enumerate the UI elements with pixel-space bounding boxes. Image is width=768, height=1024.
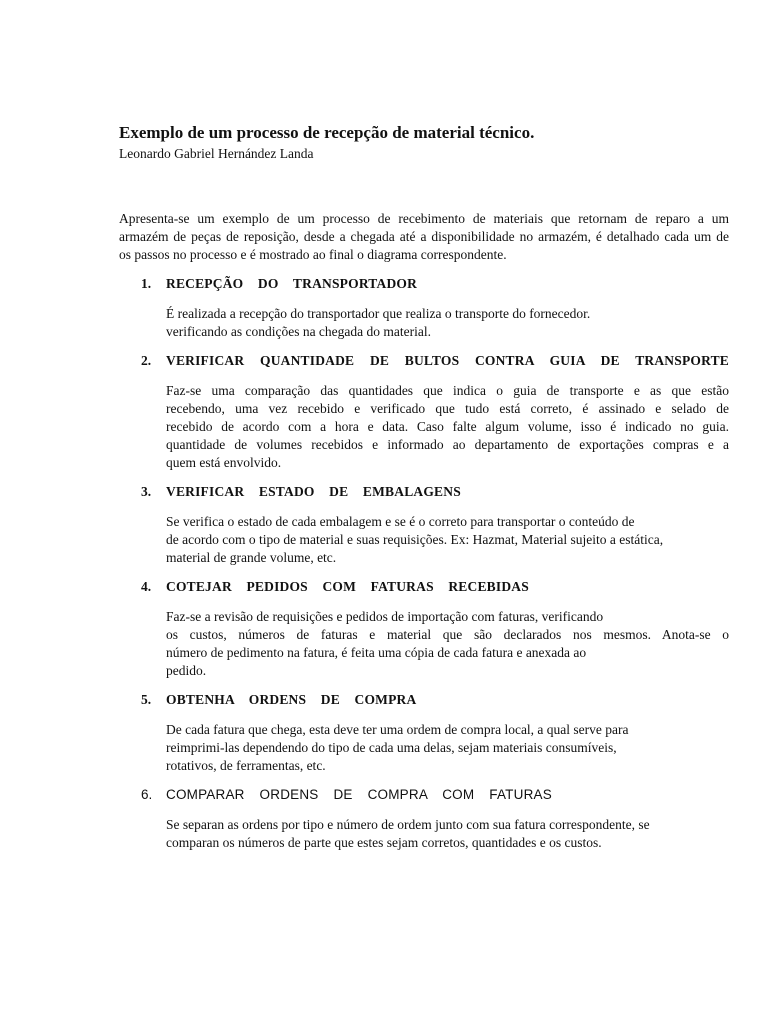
section-heading-text: RECEPÇÃO DO TRANSPORTADOR — [166, 276, 418, 291]
section-line: verificando as condições na chegada do material. — [166, 324, 432, 339]
section-3 — [119, 483, 729, 567]
section-heading-text: COMPARAR ORDENS DE COMPRA COM FATURAS — [166, 787, 552, 802]
section-heading — [119, 786, 729, 804]
intro-line: os passos no processo e é mostrado ao final o diagrama correspondente. — [119, 247, 507, 262]
section-6 — [119, 786, 729, 852]
section-body — [166, 305, 729, 341]
intro-line: Apresenta-se um exemplo de um processo de recebimento de materiais que retornam de reparo a um — [119, 211, 729, 226]
document-author: Leonardo Gabriel Hernández Landa — [119, 146, 314, 161]
section-line: número de pedimento na fatura, é feita uma cópia de cada fatura e anexada ao — [166, 645, 587, 660]
section-heading-text: VERIFICAR QUANTIDADE DE BULTOS CONTRA GUIA DE TRANSPORTE — [166, 353, 729, 368]
section-heading-text: VERIFICAR ESTADO DE EMBALAGENS — [166, 484, 461, 499]
section-line: material de grande volume, etc. — [166, 550, 337, 565]
section-heading-text: COTEJAR PEDIDOS COM FATURAS RECEBIDAS — [166, 579, 529, 594]
section-number: 5. — [141, 692, 152, 707]
section-list — [119, 275, 729, 852]
section-number: 3. — [141, 484, 152, 499]
section-line: quantidade de volumes recebidos e informado ao departamento de exportações compras e a — [166, 437, 729, 452]
section-heading — [119, 352, 729, 370]
section-heading — [119, 578, 729, 596]
section-line: comparan os números de parte que estes sejam corretos, quantidades e os custos. — [166, 835, 602, 850]
document-title: Exemplo de um processo de recepção de material técnico. — [119, 123, 535, 142]
section-line: pedido. — [166, 663, 207, 678]
section-line: É realizada a recepção do transportador que realiza o transporte do fornecedor. — [166, 306, 591, 321]
section-1 — [119, 275, 729, 341]
section-body — [166, 816, 729, 852]
section-number: 6. — [141, 787, 153, 802]
section-5 — [119, 691, 729, 775]
section-heading-text: OBTENHA ORDENS DE COMPRA — [166, 692, 417, 707]
section-number: 4. — [141, 579, 152, 594]
section-line: quem está envolvido. — [166, 455, 282, 470]
section-heading — [119, 275, 729, 293]
section-number: 2. — [141, 353, 152, 368]
section-body — [166, 721, 729, 775]
document-page — [119, 122, 729, 852]
section-line: Faz-se uma comparação das quantidades que indica o guia de transporte e as que estão — [166, 383, 729, 398]
section-body — [166, 608, 729, 680]
section-line: recebido de acordo com a hora e data. Caso falte algum volume, isso é indicado no guia. — [166, 419, 729, 434]
section-line: Faz-se a revisão de requisições e pedidos de importação com faturas, verificando — [166, 609, 604, 624]
section-body — [166, 382, 729, 472]
section-line: reimprimi-las dependendo do tipo de cada uma delas, sejam materiais consumíveis, — [166, 740, 617, 755]
section-line: rotativos, de ferramentas, etc. — [166, 758, 326, 773]
section-body — [166, 513, 729, 567]
section-line: Se separan as ordens por tipo e número de ordem junto com sua fatura correspondente, se — [166, 817, 650, 832]
section-heading — [119, 691, 729, 709]
section-line: de acordo com o tipo de material e suas requisições. Ex: Hazmat, Material sujeito a estática, — [166, 532, 664, 547]
intro-paragraph — [119, 210, 729, 264]
section-line: Se verifica o estado de cada embalagem e se é o correto para transportar o conteúdo de — [166, 514, 635, 529]
section-4 — [119, 578, 729, 680]
section-2 — [119, 352, 729, 472]
section-number: 1. — [141, 276, 152, 291]
section-heading — [119, 483, 729, 501]
intro-line: armazém de peças de reposição, desde a chegada até a disponibilidade no armazém, é detalhado cada um de — [119, 229, 729, 244]
section-line: De cada fatura que chega, esta deve ter uma ordem de compra local, a qual serve para — [166, 722, 629, 737]
section-line: recebendo, uma vez recebido e verificado que tudo está correto, é assinado e selado de — [166, 401, 729, 416]
section-line: os custos, números de faturas e material que são declarados nos mesmos. Anota-se o — [166, 627, 729, 642]
